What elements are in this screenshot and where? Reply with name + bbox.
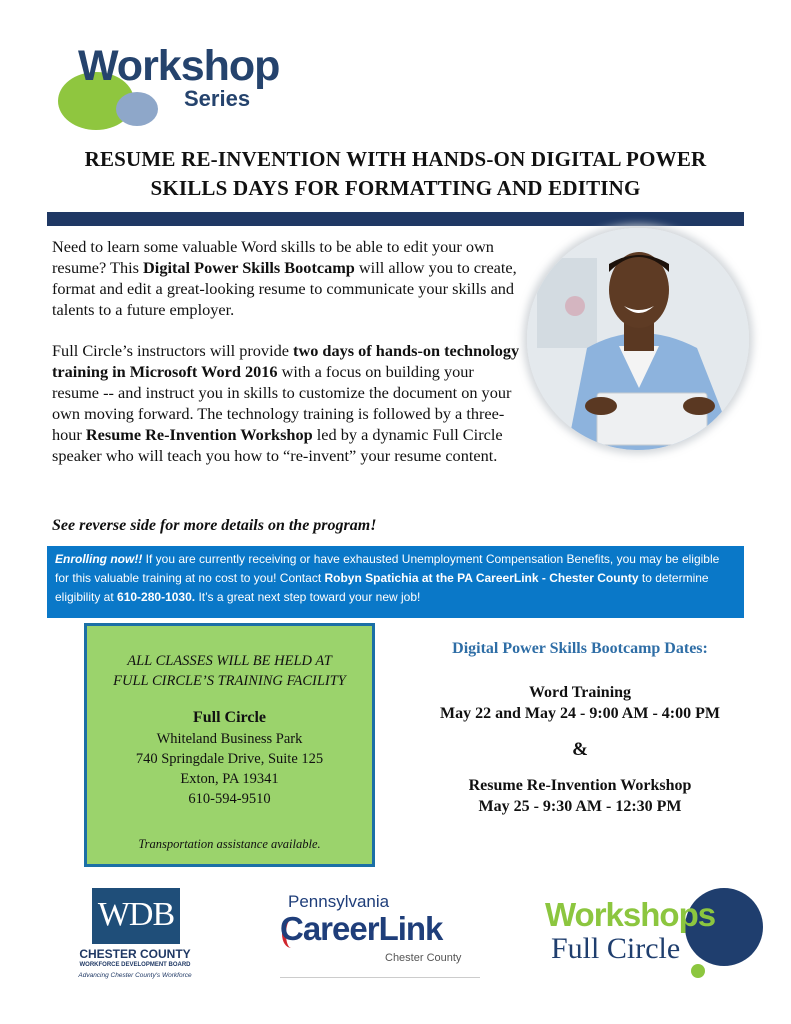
facility-phone: 610-594-9510 [188,791,271,807]
address-line-1: Whiteland Business Park [156,731,303,747]
contact-phone: 610-280-1030. [117,590,196,604]
workshops-full-circle-logo [545,884,765,980]
enrollment-banner [47,546,744,618]
page-title [40,145,751,203]
wdb-letters: WDB [97,896,175,933]
title-line-2: SKILLS DAYS FOR FORMATTING AND EDITING [150,176,641,200]
text-run: led by a dynamic Full Circle speaker who will teach you how to “re-invent” your resume content. [52,425,503,465]
careerlink-name: CareerLink [280,910,443,947]
resume-workshop-dates: May 25 - 9:30 AM - 12:30 PM [478,798,682,815]
workshops-word: Workshops [545,896,716,933]
text-run: with a focus on building your resume -- and instruct you in skills to customize the document on your own moving forward. The technology training is followed by a three-hour [52,362,512,444]
logo-blue-circle [116,92,158,126]
full-circle-green-dot [691,964,705,978]
title-line-1: RESUME RE-INVENTION WITH HANDS-ON DIGITAL POWER [84,147,707,171]
text-run: to determine eligibility at [55,571,709,604]
careerlink-state: Pennsylvania [288,892,390,911]
facility-notice-line-2: FULL CIRCLE’S TRAINING FACILITY [113,673,346,689]
word-training-title: Word Training [528,684,632,701]
enroll-lead: Enrolling now!! [55,552,143,566]
text-run: will allow you to create, format and edit a great-looking resume to communicate your skills and talents to a future employer. [52,258,517,319]
wdb-tagline: Advancing Chester County's Workforce [78,972,192,979]
chester-county-wdb-logo [70,886,200,982]
wdb-county: CHESTER COUNTY [79,947,191,961]
address-line-2: 740 Springdale Drive, Suite 125 [135,751,324,767]
text-run: Need to learn some valuable Word skills to be able to edit your own resume? This [52,237,494,277]
logo-word: Workshop [78,42,280,90]
workshop-series-logo [52,42,312,142]
full-circle-word: Full Circle [551,932,681,965]
facility-name: Full Circle [192,709,267,726]
address-line-3: Exton, PA 19341 [180,771,279,787]
pa-careerlink-logo [280,892,480,980]
bootcamp-dates [400,640,760,817]
facility-notice [87,651,372,691]
intro-paragraph-2 [52,340,522,466]
facility-info-box [84,623,375,867]
ampersand: & [572,739,588,760]
careerlink-county: Chester County [385,952,462,964]
resume-workshop-title: Resume Re-Invention Workshop [468,777,692,794]
training-highlight: two days of hands-on technology training in Microsoft Word 2016 [52,341,520,381]
word-training-dates: May 22 and May 24 - 9:00 AM - 4:00 PM [440,705,720,722]
facility-notice-line-1: ALL CLASSES WILL BE HELD AT [127,653,332,669]
contact-name: Robyn Spatichia at the PA CareerLink - Chester County [324,571,639,585]
intro-paragraph-1 [52,236,522,320]
dates-heading: Digital Power Skills Bootcamp Dates: [452,640,708,657]
text-run: It’s a great next step toward your new job! [195,590,421,604]
logo-series: Series [184,86,251,111]
workshop-name: Resume Re-Invention Workshop [85,425,313,444]
smiling-man-laptop-photo [527,228,749,450]
intro-text [52,236,522,486]
text-run: If you are currently receiving or have exhausted Unemployment Compensation Benefits, you may be eligible for this valuable training at no cost to you! Contact [55,552,720,585]
header-divider [47,212,744,226]
bootcamp-name: Digital Power Skills Bootcamp [143,258,355,277]
photo-illustration [527,228,749,450]
sponsor-logos [0,880,791,990]
transportation-note: Transportation assistance available. [138,837,321,851]
wdb-board: WORKFORCE DEVELOPMENT BOARD [79,962,191,968]
careerlink-divider [280,977,480,978]
facility-address [87,729,372,809]
reverse-side-note: See reverse side for more details on the program! [52,517,377,534]
text-run: Full Circle’s instructors will provide [52,341,294,360]
